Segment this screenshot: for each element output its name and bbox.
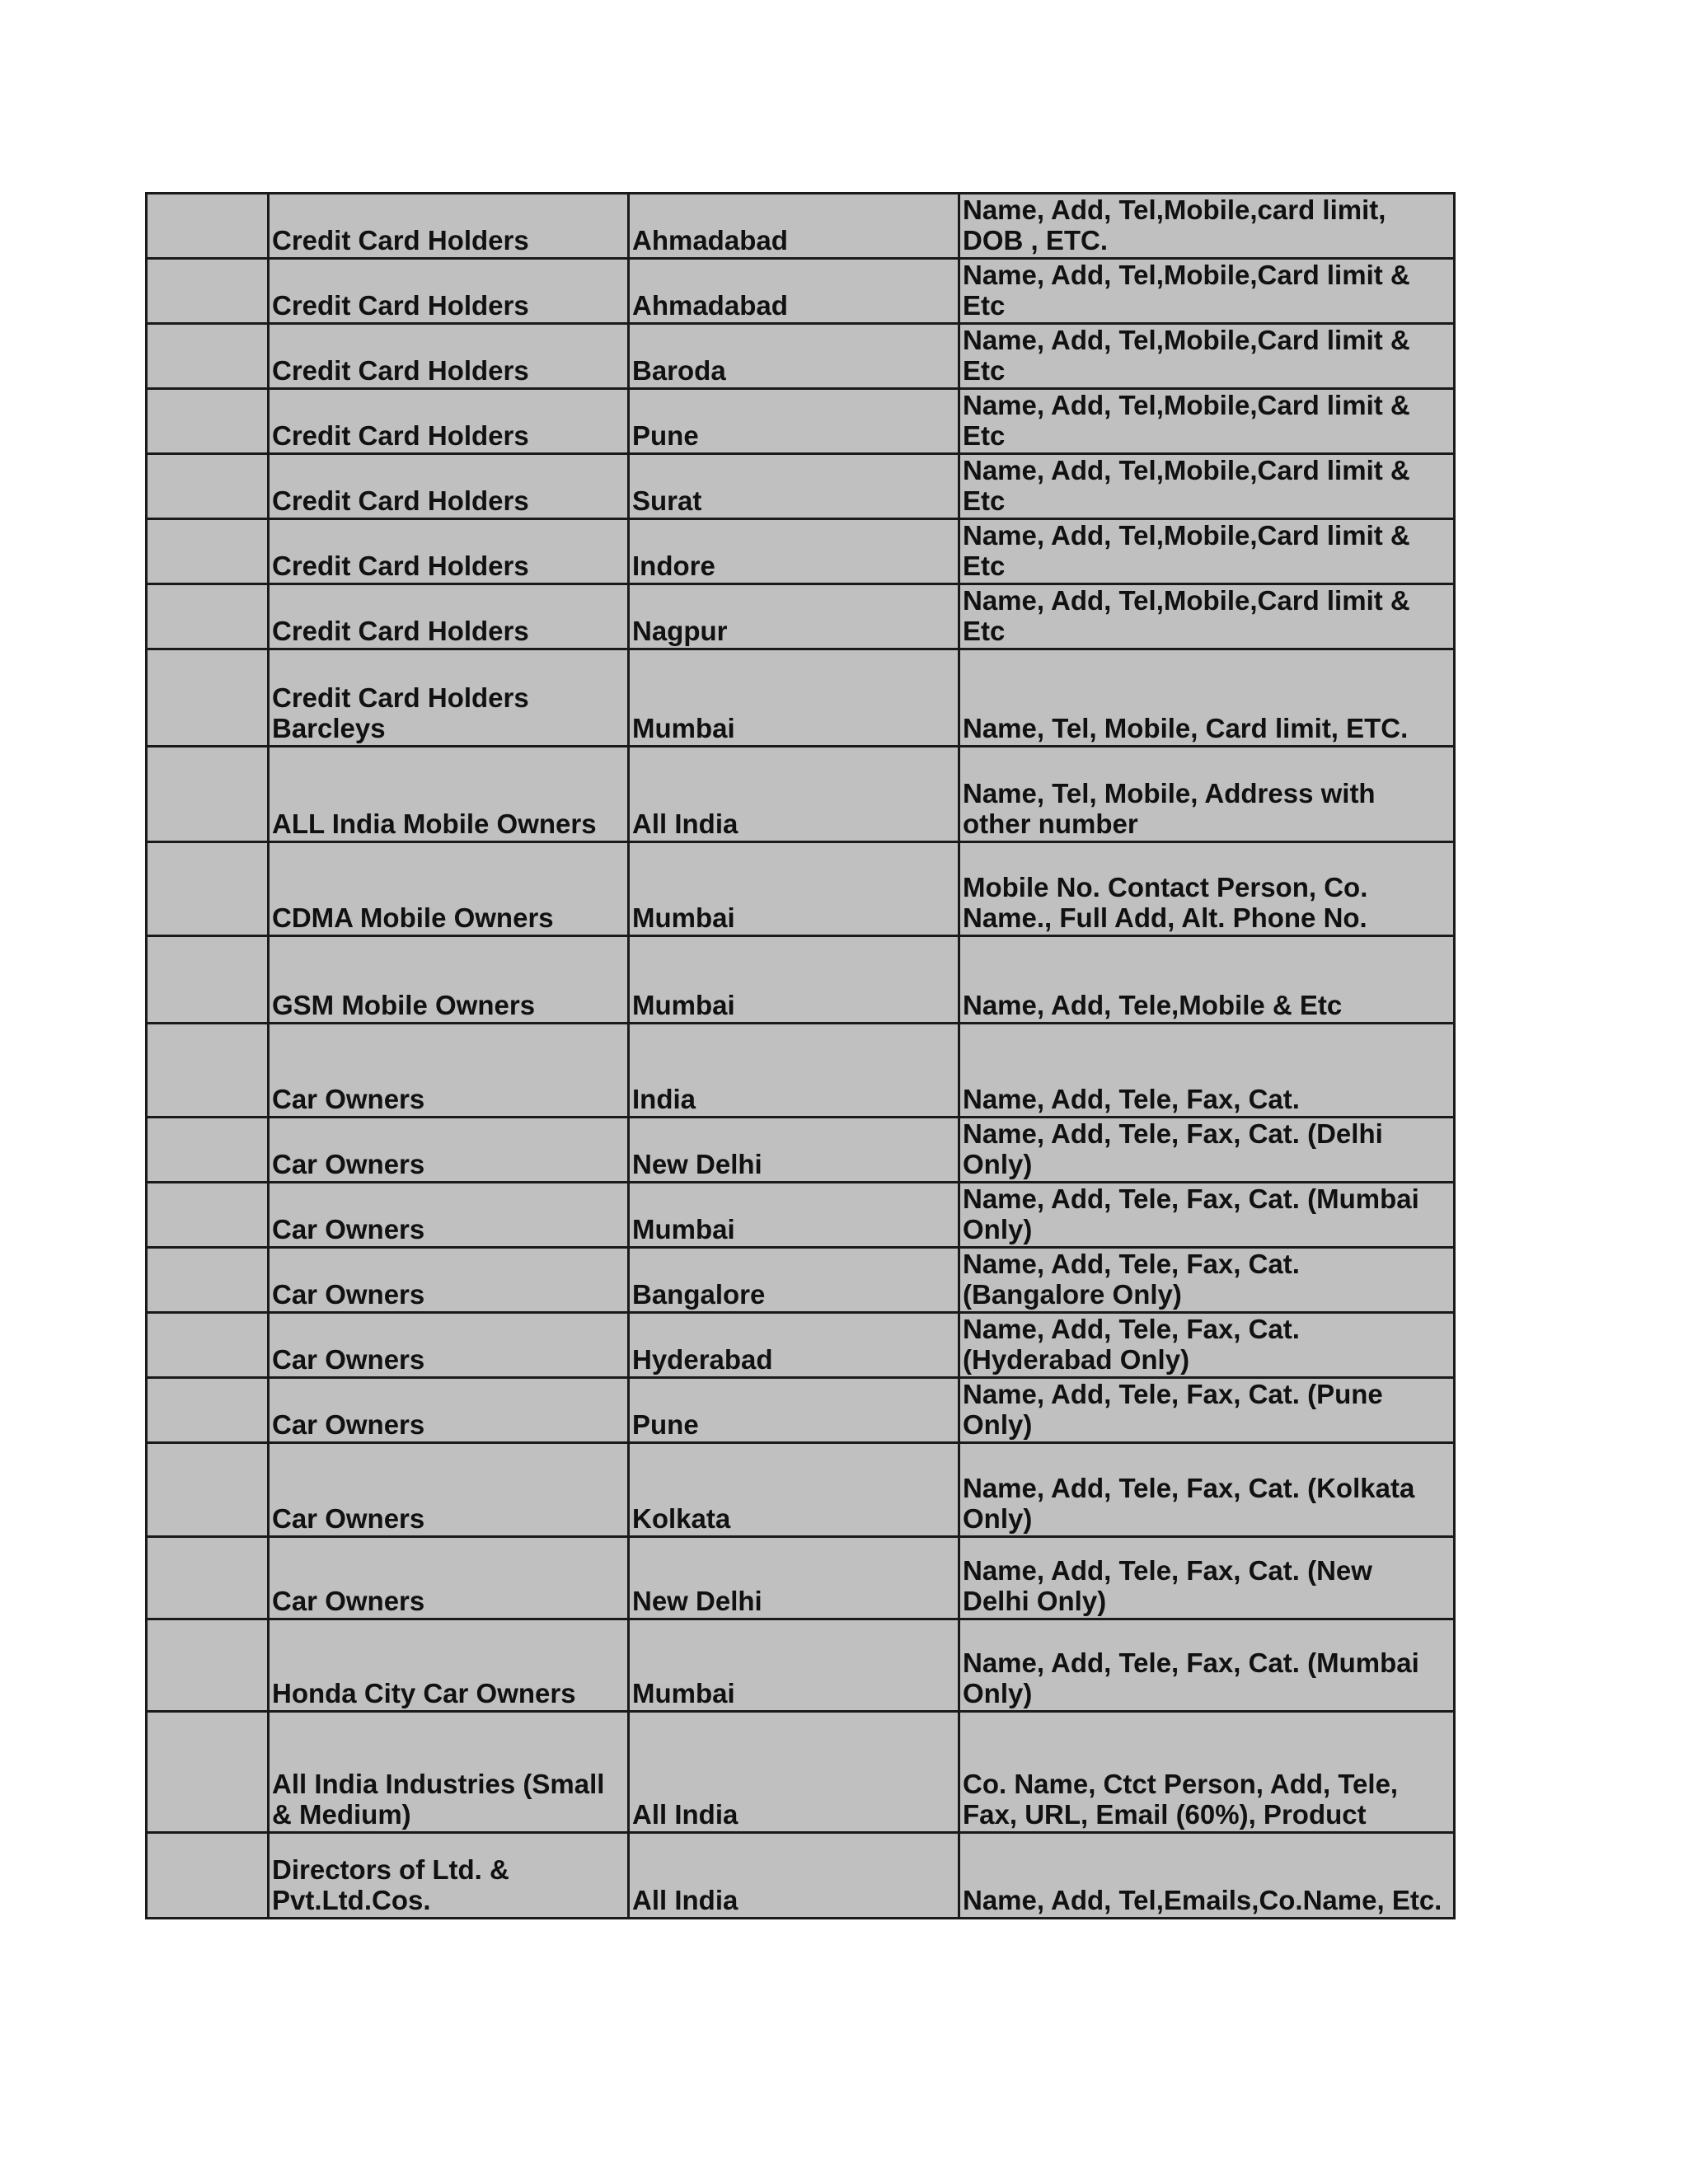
blank-cell (147, 1118, 269, 1183)
fields-cell: Name, Add, Tele, Fax, Cat. (Bangalore Only) (959, 1248, 1455, 1313)
fields-cell: Name, Add, Tele, Fax, Cat. (959, 1024, 1455, 1118)
fields-cell: Name, Add, Tel,Mobile,Card limit & Etc (959, 389, 1455, 454)
table-row (147, 584, 1455, 649)
location-cell: Mumbai (629, 1619, 959, 1712)
table-row (147, 259, 1455, 324)
blank-cell (147, 519, 269, 584)
table-row (147, 1183, 1455, 1248)
table-row (147, 1118, 1455, 1183)
list-name-cell: Credit Card Holders (269, 389, 629, 454)
fields-cell: Name, Add, Tel,Mobile,Card limit & Etc (959, 454, 1455, 519)
table-row (147, 1313, 1455, 1378)
fields-cell: Name, Add, Tel,Mobile,Card limit & Etc (959, 324, 1455, 389)
table-row (147, 1248, 1455, 1313)
list-name-cell: Car Owners (269, 1024, 629, 1118)
table-row (147, 936, 1455, 1024)
location-cell: Ahmadabad (629, 194, 959, 259)
location-cell: Pune (629, 389, 959, 454)
fields-cell: Name, Add, Tele, Fax, Cat. (New Delhi Only) (959, 1537, 1455, 1619)
list-name-cell: Car Owners (269, 1118, 629, 1183)
fields-cell: Name, Add, Tele, Fax, Cat. (Mumbai Only) (959, 1619, 1455, 1712)
fields-cell: Mobile No. Contact Person, Co. Name., Full Add, Alt. Phone No. (959, 842, 1455, 936)
fields-cell: Name, Add, Tele, Fax, Cat. (Delhi Only) (959, 1118, 1455, 1183)
table-row (147, 519, 1455, 584)
fields-cell: Name, Add, Tele,Mobile & Etc (959, 936, 1455, 1024)
table-row (147, 454, 1455, 519)
table-row (147, 1537, 1455, 1619)
location-cell: Kolkata (629, 1443, 959, 1537)
table-row (147, 649, 1455, 747)
blank-cell (147, 1313, 269, 1378)
location-cell: All India (629, 1833, 959, 1919)
fields-cell: Name, Tel, Mobile, Card limit, ETC. (959, 649, 1455, 747)
list-name-cell: Credit Card Holders (269, 259, 629, 324)
fields-cell: Co. Name, Ctct Person, Add, Tele, Fax, URL, Email (60%), Product (959, 1712, 1455, 1833)
list-name-cell: Honda City Car Owners (269, 1619, 629, 1712)
list-name-cell: Credit Card Holders (269, 519, 629, 584)
fields-cell: Name, Add, Tel,Mobile,Card limit & Etc (959, 259, 1455, 324)
list-name-cell: Credit Card Holders (269, 584, 629, 649)
location-cell: Nagpur (629, 584, 959, 649)
fields-cell: Name, Add, Tele, Fax, Cat. (Hyderabad Only) (959, 1313, 1455, 1378)
location-cell: All India (629, 1712, 959, 1833)
blank-cell (147, 1833, 269, 1919)
table-row (147, 1378, 1455, 1443)
blank-cell (147, 1443, 269, 1537)
location-cell: Indore (629, 519, 959, 584)
blank-cell (147, 389, 269, 454)
location-cell: Surat (629, 454, 959, 519)
list-name-cell: Car Owners (269, 1248, 629, 1313)
blank-cell (147, 747, 269, 842)
blank-cell (147, 1712, 269, 1833)
fields-cell: Name, Add, Tel,Emails,Co.Name, Etc. (959, 1833, 1455, 1919)
fields-cell: Name, Add, Tel,Mobile,Card limit & Etc (959, 584, 1455, 649)
location-cell: Mumbai (629, 1183, 959, 1248)
blank-cell (147, 454, 269, 519)
list-name-cell: CDMA Mobile Owners (269, 842, 629, 936)
table-body (147, 194, 1455, 1919)
location-cell: New Delhi (629, 1118, 959, 1183)
location-cell: New Delhi (629, 1537, 959, 1619)
fields-cell: Name, Add, Tele, Fax, Cat. (Pune Only) (959, 1378, 1455, 1443)
list-name-cell: ALL India Mobile Owners (269, 747, 629, 842)
location-cell: Pune (629, 1378, 959, 1443)
table-row (147, 324, 1455, 389)
blank-cell (147, 259, 269, 324)
list-name-cell: Credit Card Holders Barcleys (269, 649, 629, 747)
list-name-cell: Credit Card Holders (269, 324, 629, 389)
table-row (147, 389, 1455, 454)
blank-cell (147, 584, 269, 649)
list-name-cell: GSM Mobile Owners (269, 936, 629, 1024)
location-cell: Ahmadabad (629, 259, 959, 324)
blank-cell (147, 1248, 269, 1313)
fields-cell: Name, Add, Tele, Fax, Cat. (Mumbai Only) (959, 1183, 1455, 1248)
blank-cell (147, 936, 269, 1024)
table-row (147, 1443, 1455, 1537)
list-name-cell: Car Owners (269, 1378, 629, 1443)
table-row (147, 1712, 1455, 1833)
list-name-cell: Car Owners (269, 1183, 629, 1248)
list-name-cell: Directors of Ltd. & Pvt.Ltd.Cos. (269, 1833, 629, 1919)
fields-cell: Name, Add, Tel,Mobile,card limit, DOB , ETC. (959, 194, 1455, 259)
blank-cell (147, 324, 269, 389)
location-cell: Mumbai (629, 649, 959, 747)
list-name-cell: Credit Card Holders (269, 454, 629, 519)
blank-cell (147, 1024, 269, 1118)
blank-cell (147, 842, 269, 936)
table-row (147, 747, 1455, 842)
fields-cell: Name, Add, Tele, Fax, Cat. (Kolkata Only) (959, 1443, 1455, 1537)
location-cell: Hyderabad (629, 1313, 959, 1378)
blank-cell (147, 1537, 269, 1619)
blank-cell (147, 1378, 269, 1443)
table-row (147, 842, 1455, 936)
blank-cell (147, 194, 269, 259)
fields-cell: Name, Tel, Mobile, Address with other number (959, 747, 1455, 842)
table-row (147, 1833, 1455, 1919)
table-row (147, 194, 1455, 259)
location-cell: Bangalore (629, 1248, 959, 1313)
list-name-cell: Car Owners (269, 1537, 629, 1619)
blank-cell (147, 1619, 269, 1712)
location-cell: India (629, 1024, 959, 1118)
location-cell: Baroda (629, 324, 959, 389)
location-cell: Mumbai (629, 936, 959, 1024)
table-row (147, 1619, 1455, 1712)
location-cell: All India (629, 747, 959, 842)
table-row (147, 1024, 1455, 1118)
blank-cell (147, 1183, 269, 1248)
data-list-table (145, 192, 1456, 1919)
location-cell: Mumbai (629, 842, 959, 936)
list-name-cell: Credit Card Holders (269, 194, 629, 259)
list-name-cell: All India Industries (Small & Medium) (269, 1712, 629, 1833)
list-name-cell: Car Owners (269, 1443, 629, 1537)
fields-cell: Name, Add, Tel,Mobile,Card limit & Etc (959, 519, 1455, 584)
list-name-cell: Car Owners (269, 1313, 629, 1378)
blank-cell (147, 649, 269, 747)
